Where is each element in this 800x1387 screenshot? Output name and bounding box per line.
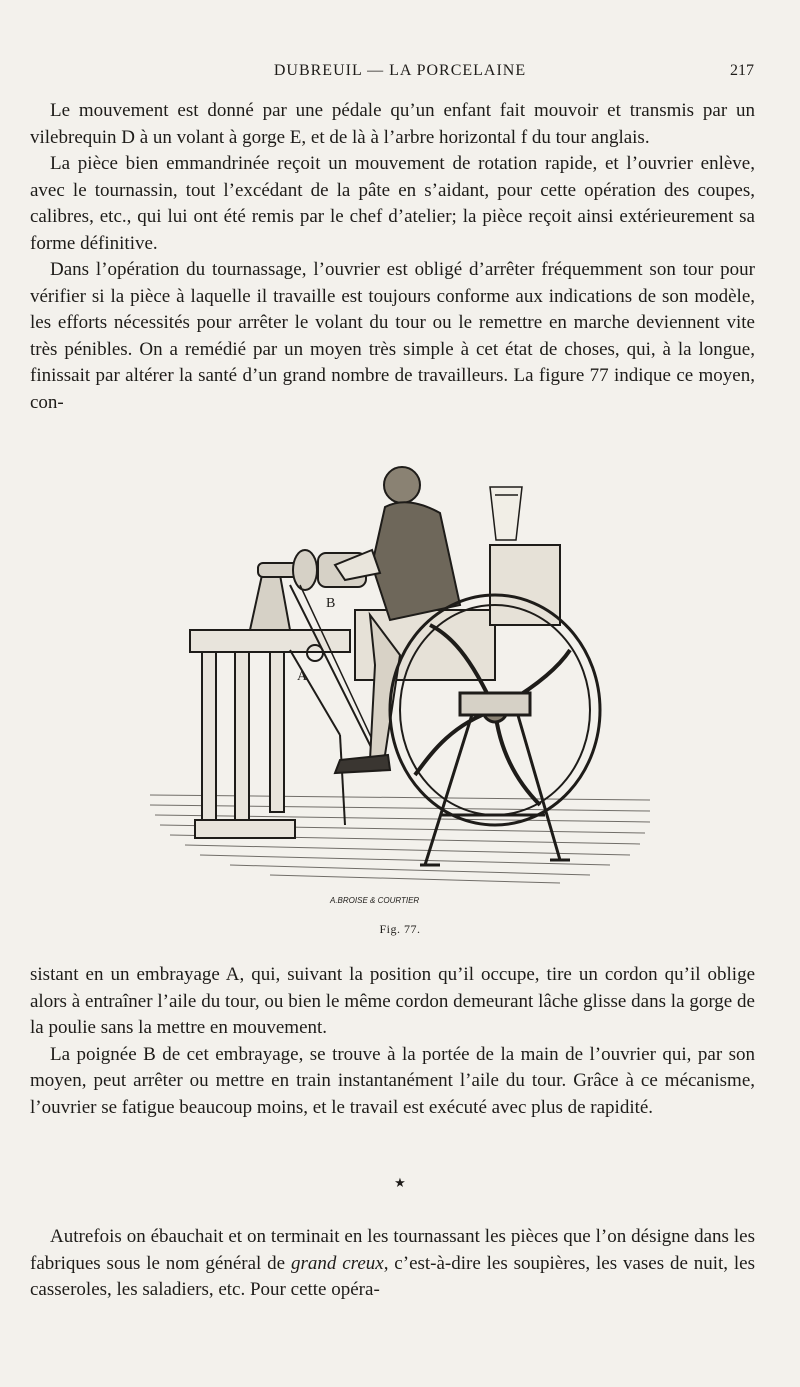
figure-77-engraving [140,455,660,910]
paragraph: La poignée B de cet embrayage, se trouve à la portée de la main de l’ouvrier qui, par son moyen, peut arrêter ou mettre en train instantanément l’aile du tour. Grâce à ce mécanisme, l’ouvrier se fatigue beaucoup moins, et le travail est exécuté avec plus de rapidité. [30,1043,755,1118]
page-number: 217 [730,62,754,79]
paragraph: La pièce bien emmandrinée reçoit un mouvement de rotation rapide, et l’ouvrier enlève, avec le tournassin, tout l’excédant de la pâte en s’aidant, pour cette opération des coupes, calibres, etc., qui lui ont été remis par le chef d’atelier; la pièce reçoit ainsi extérieurement sa forme définitive. [30,153,755,254]
section-separator: ★ [394,1176,406,1191]
figure-caption: Fig. 77. [379,922,421,936]
text-run: , c’est-à-dire les soupières, les vases de nuit, les casseroles, les saladiers, etc. Pour cette opéra- [30,1252,756,1300]
italic-term: grand creux [290,1252,384,1274]
paragraph: Dans l’opération du tournassage, l’ouvrier est obligé d’arrêter fréquemment son tour pour vérifier si la pièce à laquelle il travaille est toujours conforme aux indications de son modèle, les efforts nécessités pour arrêter le volant du tour ou le remettre en marche deviennent vite très pénibles. On a remédié par un moyen très simple à cet état de choses, qui, à la longue, finissait par altérer la santé d’un grand nombre de travailleurs. La figure 77 indique ce moyen, con- [30,259,755,413]
paragraph: sistant en un embrayage A, qui, suivant la position qu’il occupe, tire un cordon qu’il oblige alors à entraîner l’aile du tour, ou bien le même cordon demeurant lâche glisse dans la gorge de la poulie sans la mettre en mouvement. [30,964,755,1038]
glass-vessel [490,487,522,540]
running-title: DUBREUIL — LA PORCELAINE [273,62,527,79]
text-run: Autrefois on ébauchait et on terminait en les tournassant les pièces que l’on désigne dans les fabriques sous le nom général de [30,1226,755,1274]
text-block-middle [30,962,755,1121]
text-block-top [30,98,755,416]
paragraph: Le mouvement est donné par une pédale qu’un enfant fait mouvoir et transmis par un vilebrequin D à un volant à gorge E, et de là à l’arbre horizontal f du tour anglais. [30,100,755,148]
label-a: A [297,669,308,684]
engraver-signature: A.BROISE & COURTIER [330,896,420,905]
text-block-bottom [30,1224,755,1304]
running-header [0,62,800,86]
paragraph [30,1224,755,1304]
label-b: B [326,596,336,611]
